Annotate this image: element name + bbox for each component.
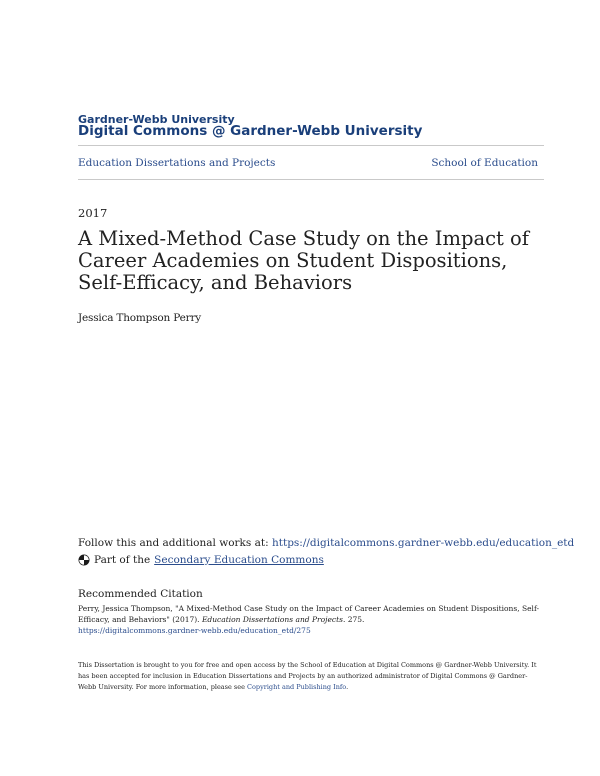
publication-year: 2017	[78, 206, 108, 220]
secondary-education-commons-link[interactable]: Secondary Education Commons	[154, 554, 324, 566]
bepress-network-icon	[78, 554, 90, 566]
header-divider	[78, 145, 544, 146]
document-title: A Mixed-Method Case Study on the Impact of Career Academies on Student Dispositions, Self-Efficacy, and Behaviors	[78, 227, 530, 294]
collection-link[interactable]: Education Dissertations and Projects	[78, 157, 276, 169]
school-link[interactable]: School of Education	[431, 157, 538, 169]
part-of-label: Part of the	[94, 554, 151, 566]
notice-body: This Dissertation is brought to you for free and open access by the School of Education at Digital Commons @ Gardner-Webb University. It has been accepted for inclusion in Education Dissertations and Projects by an authorized administrator of Digital Commons @ Gardner-Webb University. For more information, please see	[78, 661, 537, 691]
university-name: Gardner-Webb University	[78, 113, 235, 126]
notice-end: .	[346, 683, 349, 691]
citation-series: Education Dissertations and Projects	[201, 615, 343, 624]
nav-divider	[78, 179, 544, 180]
follow-label: Follow this and additional works at:	[78, 537, 269, 549]
citation-url-link[interactable]: https://digitalcommons.gardner-webb.edu/education_etd/275	[78, 626, 311, 635]
follow-line	[78, 537, 574, 549]
recommended-citation-heading: Recommended Citation	[78, 588, 203, 600]
repository-title-link[interactable]: Digital Commons @ Gardner-Webb University	[78, 123, 423, 139]
citation-number: . 275.	[342, 615, 365, 624]
citation-body: Perry, Jessica Thompson, "A Mixed-Method Case Study on the Impact of Career Academies on Student Dispositions, Self-Efficacy, and Behaviors" (2017).	[78, 604, 539, 624]
access-notice	[78, 660, 544, 693]
collection-url-link[interactable]: https://digitalcommons.gardner-webb.edu/education_etd	[272, 537, 575, 549]
citation-text	[78, 603, 544, 636]
author-name: Jessica Thompson Perry	[78, 312, 201, 324]
part-of-line	[78, 554, 324, 566]
copyright-info-link[interactable]: Copyright and Publishing Info	[247, 683, 347, 691]
